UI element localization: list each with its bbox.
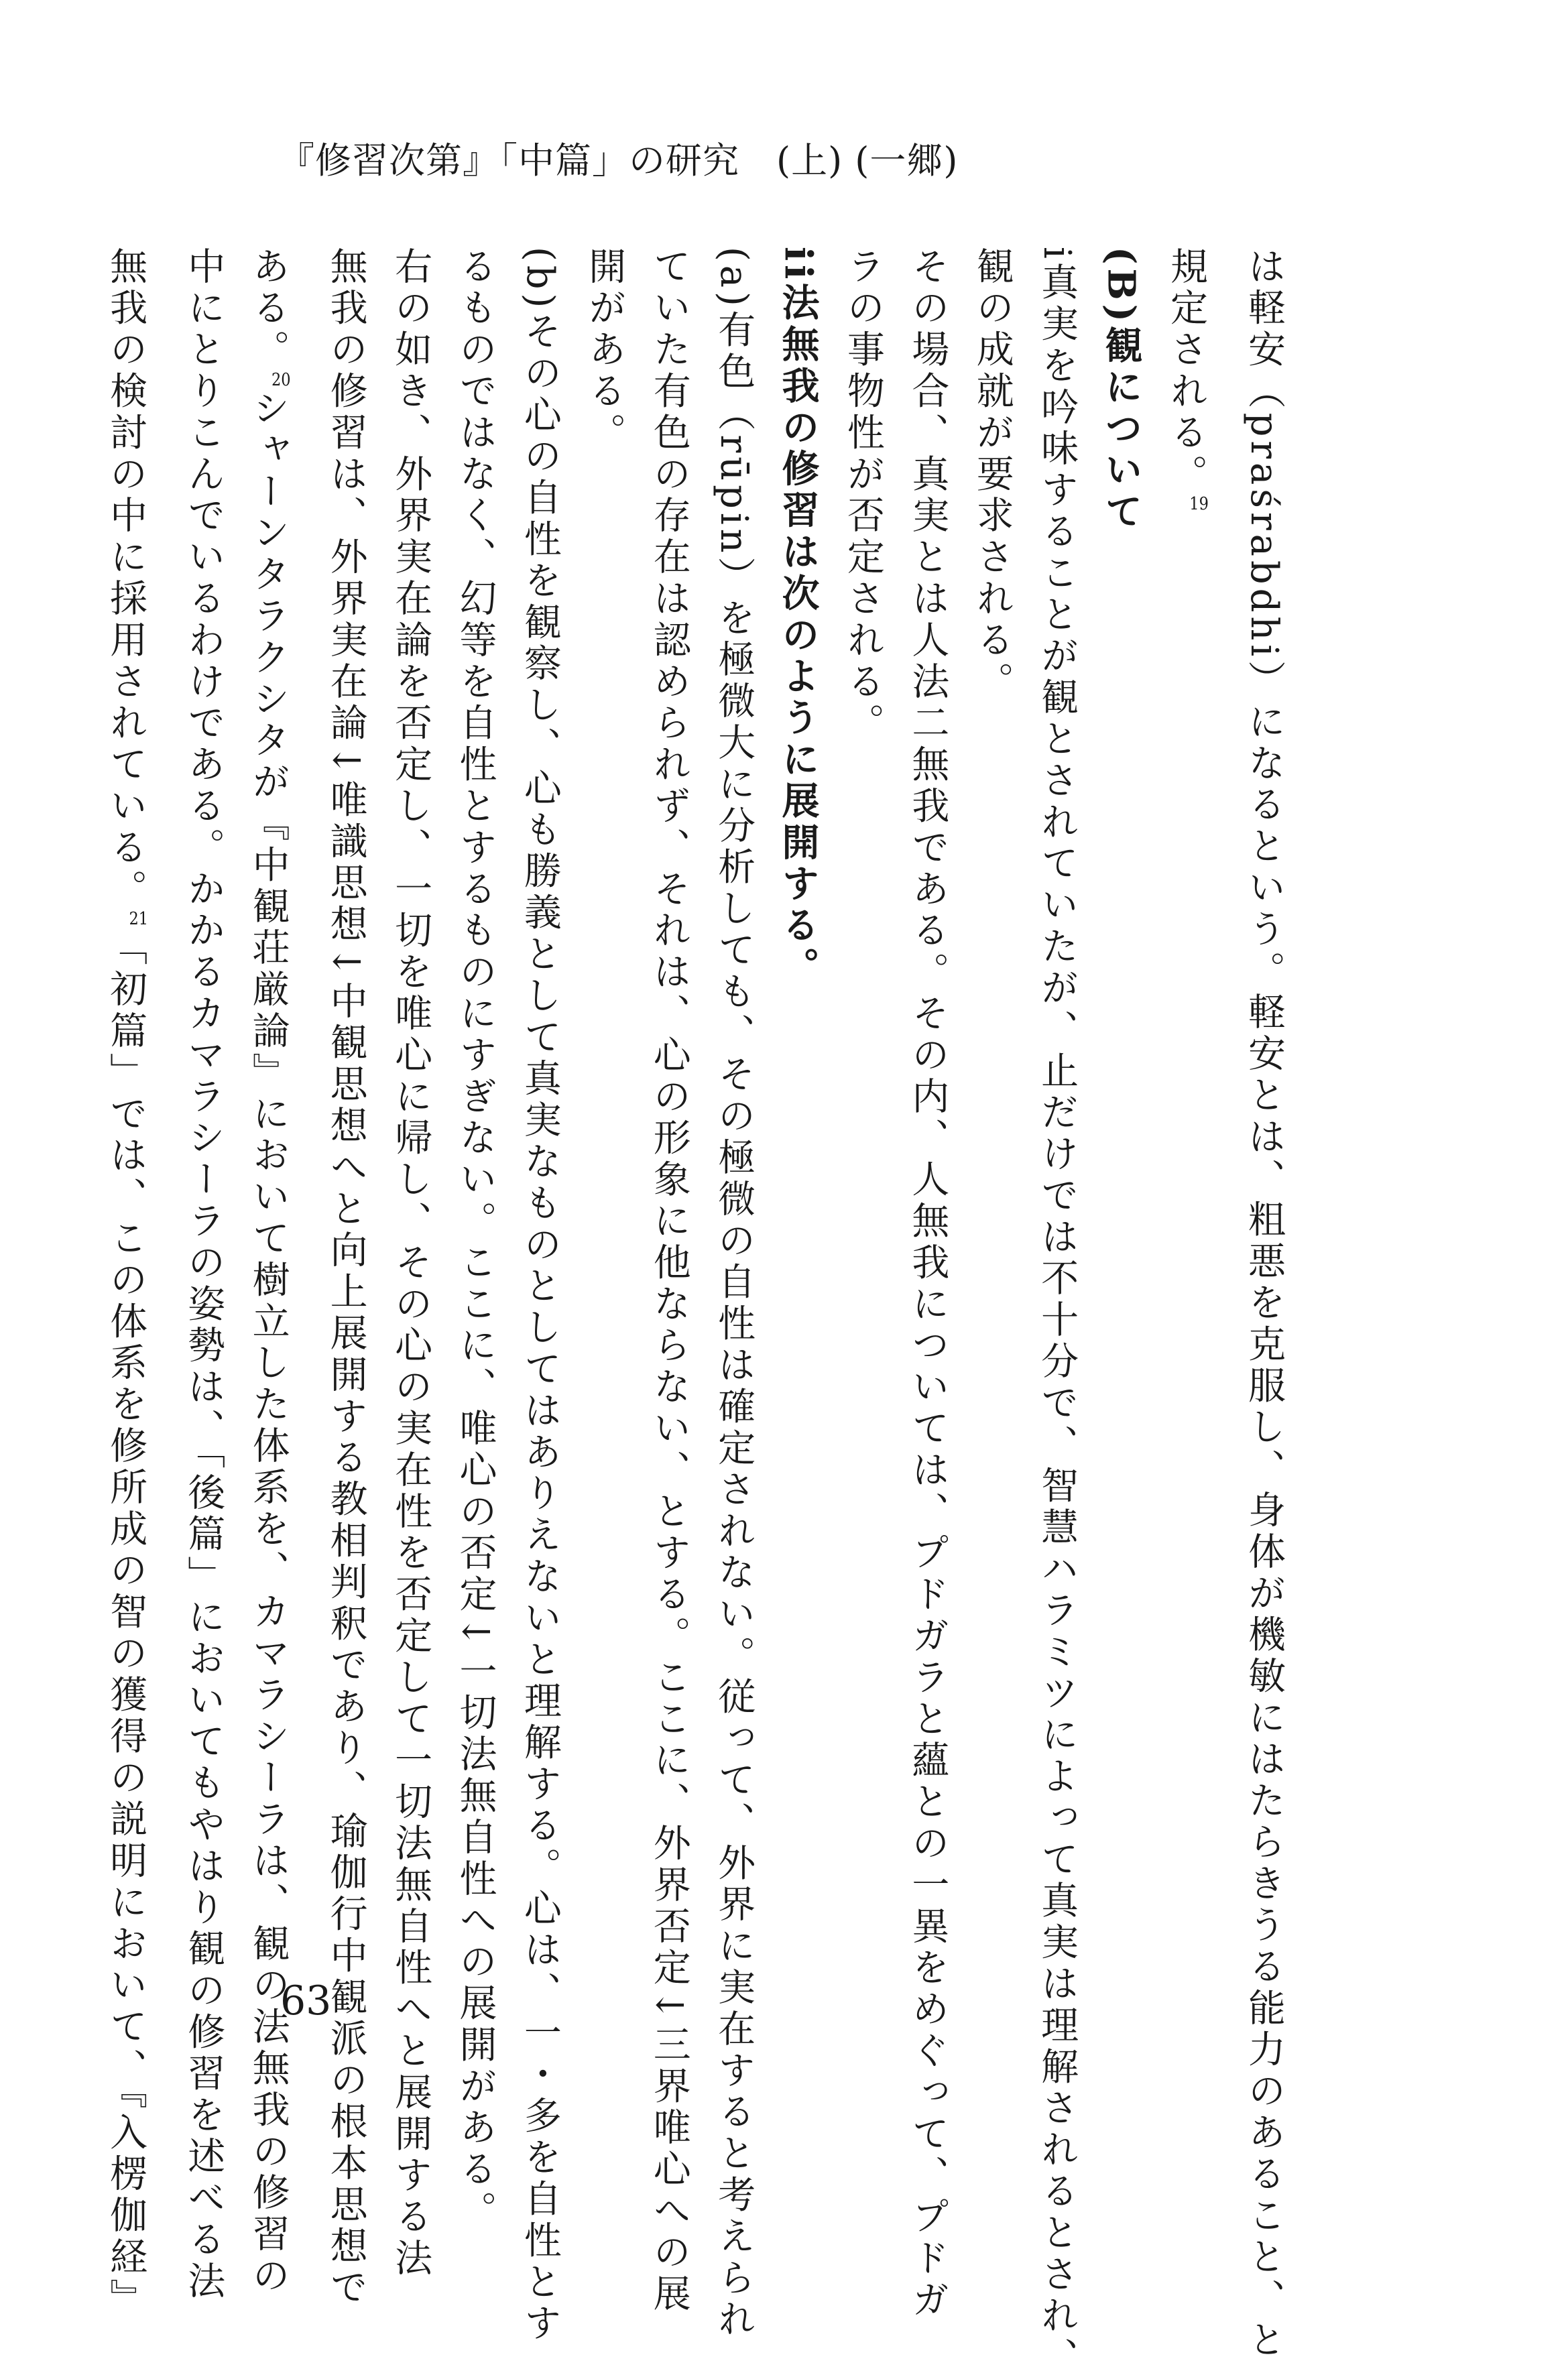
text-line: 無我の検討の中に採用されている。21「初篇」では、この体系を修所成の智の獲得の説明において、『入楞伽経』	[93, 247, 171, 1923]
footnote-marker: 19	[1189, 495, 1209, 513]
text-line: 開がある。	[583, 247, 627, 454]
text-line: 規定される。19	[1154, 247, 1231, 1923]
page-number: 63	[280, 1977, 332, 2024]
text-line: その場合、真実とは人法二無我である。その内、人無我については、プドガラと蘊との一異をめぐって、プドガ	[906, 247, 950, 2321]
text-line: は軽安（praśrabdhi）になるという。軽安とは、粗悪を克服し、身体が機敏にはたらきうる能力のあること、と	[1242, 247, 1286, 2362]
text-line: ていた有色の存在は認められず、それは、心の形象に他ならない、とする。ここに、外界否定↓三界唯心への展	[647, 247, 691, 2315]
footnote-marker: 21	[129, 910, 149, 928]
text-line: ある。20シャーンタラクシタが『中観荘厳論』において樹立した体系を、カマラシーラは、観の法無我の修習の	[235, 247, 313, 1923]
text-line: 右の如き、外界実在論を否定し、一切を唯心に帰し、その心の実在性を否定して一切法無自性へと展開する法	[389, 247, 433, 2280]
text-line: ラの事物性が否定される。	[841, 247, 885, 745]
text-line: 無我の修習は、外界実在論↓唯識思想↓中観思想へと向上展開する教相判釈であり、瑜伽行中観派の根本思想で	[324, 247, 368, 2309]
text-line: 中にとりこんでいるわけである。かかるカマラシーラの姿勢は、「後篇」においてもやはり観の修習を述べる法	[182, 247, 226, 2303]
footnote-marker: 20	[271, 371, 291, 389]
text-line: (a)有色（rūpin）を極微大に分析しても、その極微の自性は確定されない。従って、外界に実在すると考えられ	[712, 247, 756, 2341]
text-line: i真実を吟味することが観とされていたが、止だけでは不十分で、智慧ハラミツによって真実は理解されるとされ、	[1035, 247, 1079, 2379]
text-line: るものではなく、幻等を自性とするものにすぎない。ここに、唯心の否定↓一切法無自性への展開がある。	[453, 247, 497, 2233]
text-line: 観の成就が要求される。	[970, 247, 1014, 703]
running-header: 『修習次第』「中篇」の研究 (上) (一郷)	[278, 139, 959, 182]
section-heading: (B)観について	[1099, 247, 1144, 534]
text-line: (b)その心の自性を観察し、心も勝義として真実なものとしてはありえないと理解する。心は、一・多を自性とす	[518, 247, 562, 2345]
section-heading: ii法無我の修習は次のように展開する。	[776, 247, 821, 989]
